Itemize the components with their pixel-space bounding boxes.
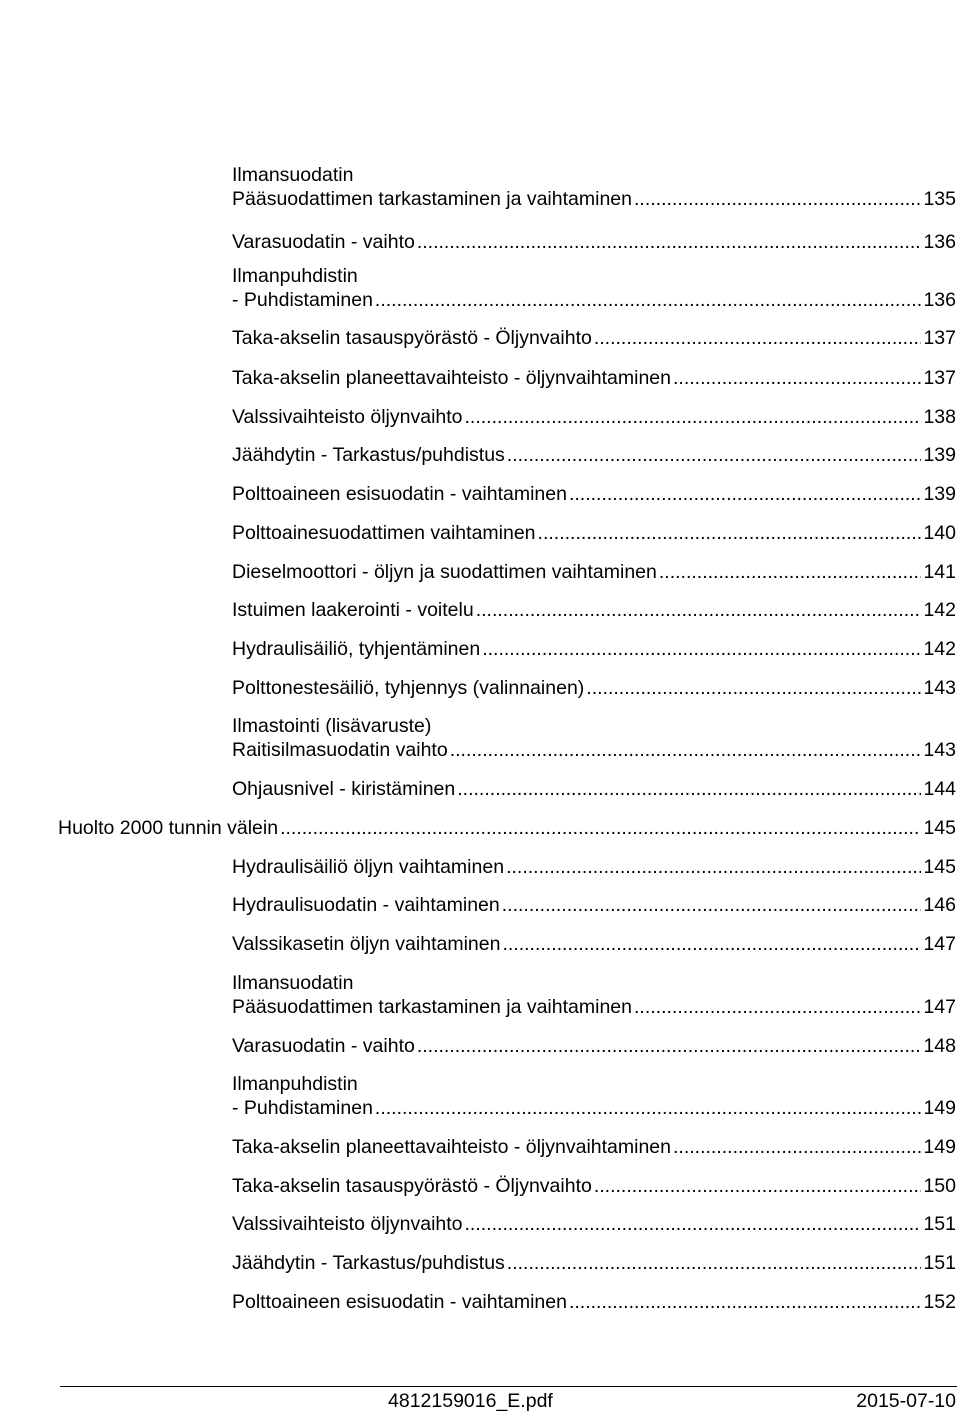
toc-entry-title: Taka-akselin tasauspyörästö - Öljynvaihto — [232, 327, 592, 349]
toc-leader-dots — [569, 1290, 921, 1314]
toc-entry-title: Taka-akselin tasauspyörästö - Öljynvaihto — [232, 1175, 592, 1197]
toc-entry-page: 149 — [923, 1136, 956, 1158]
toc-entry[interactable] — [232, 1251, 956, 1275]
toc-leader-dots — [673, 1135, 921, 1159]
toc-entry-title: Varasuodatin - vaihto — [232, 231, 415, 253]
toc-leader-dots — [417, 1034, 922, 1058]
toc-entry-title: Varasuodatin - vaihto — [232, 1035, 415, 1057]
toc-leader-dots — [502, 893, 922, 917]
toc-leader-dots — [507, 443, 922, 467]
toc-entry[interactable] — [232, 637, 956, 661]
toc-entry[interactable] — [232, 995, 956, 1019]
toc-leader-dots — [375, 1096, 922, 1120]
toc-entry[interactable] — [232, 230, 956, 254]
toc-heading: Ilmastointi (lisävaruste) — [232, 715, 432, 737]
toc-entry-page: 141 — [923, 561, 956, 583]
toc-entry-title: Pääsuodattimen tarkastaminen ja vaihtaminen — [232, 996, 632, 1018]
toc-leader-dots — [457, 777, 921, 801]
toc-entry-page: 143 — [923, 677, 956, 699]
toc-entry-title: Hydraulisäiliö, tyhjentäminen — [232, 638, 481, 660]
toc-entry-title: Polttonestesäiliö, tyhjennys (valinnainen) — [232, 677, 585, 699]
toc-leader-dots — [465, 1212, 922, 1236]
toc-entry-page: 135 — [923, 188, 956, 210]
toc-entry-title: Hydraulisäiliö öljyn vaihtaminen — [232, 856, 505, 878]
toc-entry[interactable] — [232, 1174, 956, 1198]
toc-leader-dots — [569, 482, 921, 506]
footer-divider — [60, 1386, 957, 1387]
toc-entry-title: Polttoaineen esisuodatin - vaihtaminen — [232, 1291, 567, 1313]
toc-entry-page: 137 — [923, 327, 956, 349]
toc-entry-page: 143 — [923, 739, 956, 761]
toc-leader-dots — [659, 560, 922, 584]
toc-leader-dots — [476, 598, 922, 622]
toc-entry-title: Valssikasetin öljyn vaihtaminen — [232, 933, 501, 955]
toc-leader-dots — [280, 816, 921, 840]
toc-entry[interactable] — [232, 560, 956, 584]
toc-entry-page: 152 — [923, 1291, 956, 1313]
toc-heading: Ilmansuodatin — [232, 972, 354, 994]
toc-entry-page: 145 — [923, 817, 956, 839]
toc-entry[interactable] — [232, 187, 956, 211]
toc-entry[interactable] — [232, 1290, 956, 1314]
toc-entry-page: 145 — [923, 856, 956, 878]
toc-entry-page: 146 — [923, 894, 956, 916]
toc-entry-title: Polttoaineen esisuodatin - vaihtaminen — [232, 483, 567, 505]
toc-entry[interactable] — [232, 738, 956, 762]
toc-entry-title: Pääsuodattimen tarkastaminen ja vaihtaminen — [232, 188, 632, 210]
toc-leader-dots — [673, 366, 921, 390]
toc-leader-dots — [450, 738, 922, 762]
toc-entry[interactable] — [232, 932, 956, 956]
toc-entry-page: 139 — [923, 483, 956, 505]
toc-entry-page: 150 — [923, 1175, 956, 1197]
toc-entry[interactable] — [232, 855, 956, 879]
toc-leader-dots — [538, 521, 922, 545]
toc-entry-title: Jäähdytin - Tarkastus/puhdistus — [232, 1252, 505, 1274]
toc-entry-title: Ohjausnivel - kiristäminen — [232, 778, 456, 800]
toc-entry-page: 149 — [923, 1097, 956, 1119]
toc-entry[interactable] — [232, 326, 956, 350]
toc-entry-page: 151 — [923, 1252, 956, 1274]
toc-entry-title: Huolto 2000 tunnin välein — [58, 817, 279, 839]
footer-filename: 4812159016_E.pdf — [388, 1390, 553, 1412]
toc-entry-page: 147 — [923, 933, 956, 955]
toc-leader-dots — [502, 932, 921, 956]
toc-entry-page: 151 — [923, 1213, 956, 1235]
toc-leader-dots — [594, 1174, 922, 1198]
toc-entry[interactable] — [232, 443, 956, 467]
toc-entry[interactable] — [232, 405, 956, 429]
toc-entry-title: Polttoainesuodattimen vaihtaminen — [232, 522, 536, 544]
toc-entry[interactable] — [232, 288, 956, 312]
toc-leader-dots — [375, 288, 922, 312]
toc-entry[interactable] — [232, 893, 956, 917]
toc-entry[interactable] — [232, 521, 956, 545]
toc-leader-dots — [507, 1251, 922, 1275]
toc-leader-dots — [506, 855, 921, 879]
toc-entry-page: 147 — [923, 996, 956, 1018]
toc-heading: Ilmansuodatin — [232, 164, 354, 186]
toc-leader-dots — [634, 995, 921, 1019]
toc-entry-title: Valssivaihteisto öljynvaihto — [232, 1213, 463, 1235]
toc-entry-title: Hydraulisuodatin - vaihtaminen — [232, 894, 500, 916]
toc-entry-title: Raitisilmasuodatin vaihto — [232, 739, 448, 761]
toc-entry[interactable] — [232, 1212, 956, 1236]
toc-entry-title: Istuimen laakerointi - voitelu — [232, 599, 474, 621]
toc-entry-page: 137 — [923, 367, 956, 389]
toc-entry-title: Valssivaihteisto öljynvaihto — [232, 406, 463, 428]
toc-entry[interactable] — [232, 598, 956, 622]
toc-entry-page: 136 — [923, 231, 956, 253]
toc-entry-title: Dieselmoottori - öljyn ja suodattimen vaihtaminen — [232, 561, 657, 583]
toc-entry-page: 144 — [923, 778, 956, 800]
toc-entry-title: Taka-akselin planeettavaihteisto - öljynvaihtaminen — [232, 367, 671, 389]
toc-entry[interactable] — [232, 482, 956, 506]
toc-heading: Ilmanpuhdistin — [232, 265, 358, 287]
toc-entry[interactable] — [232, 1135, 956, 1159]
toc-entry-page: 139 — [923, 444, 956, 466]
toc-heading: Ilmanpuhdistin — [232, 1073, 358, 1095]
toc-leader-dots — [594, 326, 922, 350]
toc-leader-dots — [634, 187, 921, 211]
toc-entry-page: 138 — [923, 406, 956, 428]
toc-entry-title: Taka-akselin planeettavaihteisto - öljynvaihtaminen — [232, 1136, 671, 1158]
footer-date: 2015-07-10 — [856, 1390, 956, 1412]
toc-entry[interactable] — [232, 1034, 956, 1058]
toc-section-entry[interactable] — [58, 816, 956, 840]
toc-entry-title: - Puhdistaminen — [232, 289, 373, 311]
toc-entry-page: 136 — [923, 289, 956, 311]
toc-leader-dots — [465, 405, 922, 429]
toc-leader-dots — [586, 676, 921, 700]
toc-entry-page: 148 — [923, 1035, 956, 1057]
toc-entry-title: Jäähdytin - Tarkastus/puhdistus — [232, 444, 505, 466]
toc-entry-title: - Puhdistaminen — [232, 1097, 373, 1119]
toc-entry-page: 140 — [923, 522, 956, 544]
toc-leader-dots — [482, 637, 921, 661]
toc-entry[interactable] — [232, 1096, 956, 1120]
toc-entry[interactable] — [232, 366, 956, 390]
toc-leader-dots — [417, 230, 922, 254]
toc-entry-page: 142 — [923, 599, 956, 621]
toc-entry[interactable] — [232, 777, 956, 801]
toc-entry[interactable] — [232, 676, 956, 700]
toc-entry-page: 142 — [923, 638, 956, 660]
